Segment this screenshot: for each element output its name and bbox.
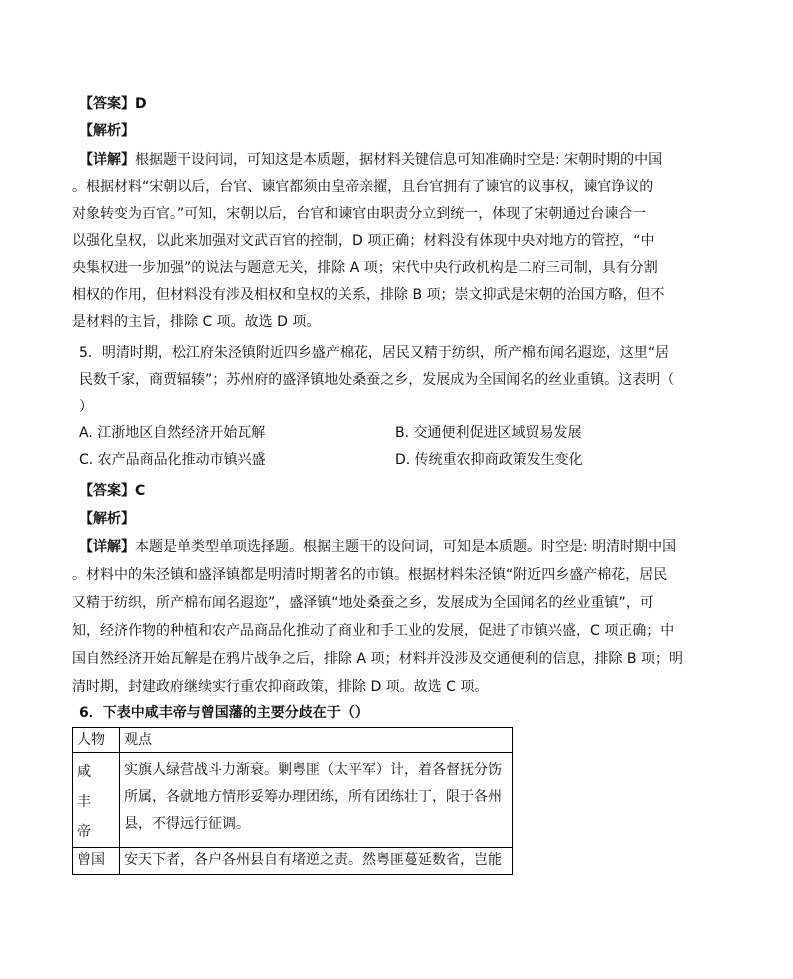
person-char: 丰: [77, 794, 91, 810]
q5-stem-line: 民数千家，商贾辐辏”；苏州府的盛泽镇地处桑蚕之乡，发展成为全国闻名的丝业重镇。这表明（: [79, 372, 675, 388]
q4-detail-line: 【详解】根据题干设问词，可知这是本质题，据材料关键信息可知准确时空是: 宋朝时期的中国: [79, 152, 663, 168]
q4-detail-line: 。根据材料“宋朝以后，台官、谏官都须由皇帝亲擢，且台官拥有了谏官的议事权，谏官诤议的: [72, 179, 654, 195]
q4-detail-line: 央集权进一步加强”的说法与题意无关，排除 A 项；宋代中央行政机构是二府三司制，具有分割: [72, 260, 658, 276]
q4-answer: 【答案】D: [79, 96, 147, 112]
view-line: 县，不得远行征调。: [124, 816, 250, 832]
table-row: [73, 753, 513, 848]
view-line: 所属，各就地方情形妥筹办理团练，所有团练壮丁，限于各州: [124, 789, 502, 805]
table-cell-person: [73, 848, 120, 875]
q5-detail-line: 又精于纺织，所产棉布闻名遐迩”，盛泽镇“地处桑蚕之乡，发展成为全国闻名的丝业重镇”，可: [72, 595, 654, 611]
q5-stem-line: 5．明清时期，松江府朱泾镇附近四乡盛产棉花，居民又精于纺织，所产棉布闻名遐迩，这里“居: [79, 345, 670, 361]
table-cell-person: [73, 753, 120, 848]
table-cell-view: [120, 848, 513, 875]
q4-analysis-label: 【解析】: [79, 123, 135, 139]
q4-detail-line: 相权的作用，但材料没有涉及相权和皇权的关系，排除 B 项；崇文抑武是宋朝的治国方略，但不: [72, 287, 665, 303]
person-char: 帝: [77, 824, 91, 840]
q5-detail-line: 。材料中的朱泾镇和盛泽镇都是明清时期著名的市镇。根据材料朱泾镇“附近四乡盛产棉花，居民: [72, 567, 668, 583]
table-header-person: 人物: [73, 728, 120, 753]
table-header-row: [73, 728, 513, 753]
q5-detail-line: 知，经济作物的种植和农产品商品化推动了商业和手工业的发展，促进了市镇兴盛，C 项正确；中: [72, 623, 675, 639]
q6-stem: 6．下表中咸丰帝与曾国藩的主要分歧在于（）: [79, 705, 369, 721]
q4-detail-line: 以强化皇权，以此来加强对文武百官的控制，D 项正确；材料没有体现中央对地方的管控，“中: [72, 233, 655, 249]
q6-table: [72, 727, 513, 875]
q5-detail-line: 国自然经济开始瓦解是在鸦片战争之后，排除 A 项；材料并没涉及交通便利的信息，排除 B 项；明: [72, 651, 683, 667]
table-row: [73, 848, 513, 875]
q4-detail-line: 对象转变为百官。”可知，宋朝以后，台官和谏官由职责分立到统一，体现了宋朝通过台谏合一: [72, 206, 647, 222]
q5-detail-line: 【详解】本题是单类型单项选择题。根据主题干的设问词，可知是本质题。时空是: 明清时期中国: [79, 539, 677, 555]
view-line: 实旗人绿营战斗力渐衰。剿粤匪（太平军）计，着各督抚分饬: [124, 762, 502, 778]
view-line: 安天下者，各户各州县自有堵逆之责。然粤匪蔓延数省，岂能: [124, 852, 502, 868]
q5-option-b: B. 交通便利促进区域贸易发展: [395, 425, 582, 441]
person-char: 咸: [77, 764, 91, 780]
q4-detail-line: 是材料的主旨，排除 C 项。故选 D 项。: [72, 314, 321, 330]
q5-analysis-label: 【解析】: [79, 511, 135, 527]
q5-option-a: A. 江浙地区自然经济开始瓦解: [79, 425, 266, 441]
person-char: 曾国: [77, 852, 105, 868]
table-cell-view: [120, 753, 513, 848]
table-header-view: 观点: [120, 728, 513, 753]
q5-stem-line: ）: [79, 399, 93, 415]
q5-answer: 【答案】C: [79, 483, 146, 499]
q5-option-d: D. 传统重农抑商政策发生变化: [395, 452, 583, 468]
q5-detail-line: 清时期，封建政府继续实行重农抑商政策，排除 D 项。故选 C 项。: [72, 679, 489, 695]
q5-option-c: C. 农产品商品化推动市镇兴盛: [79, 452, 266, 468]
